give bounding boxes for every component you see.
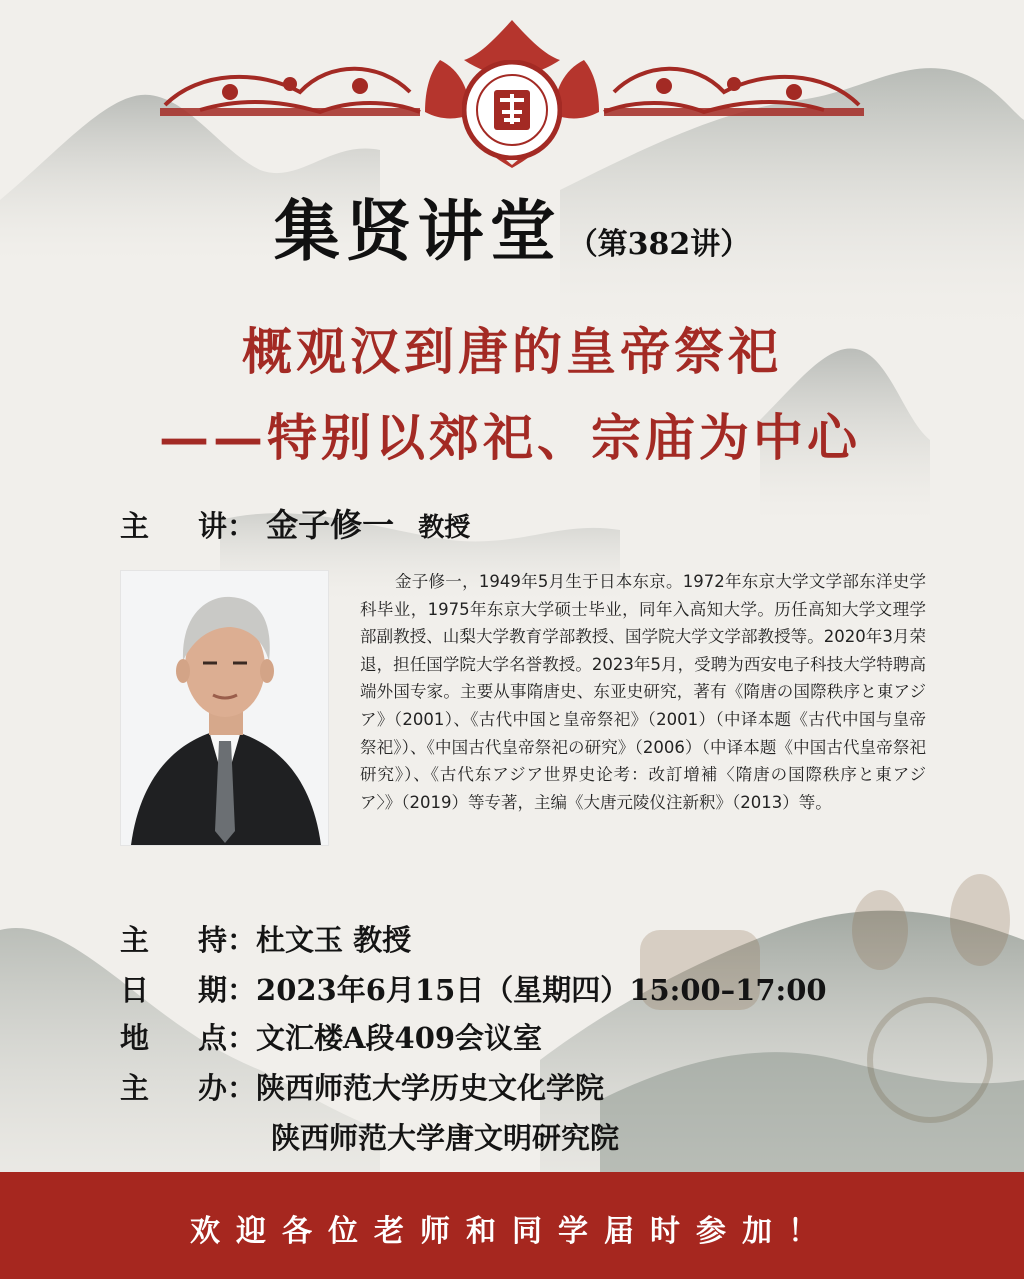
date-value: 2023年6月15日（星期四）15:00–17:00: [256, 973, 827, 1007]
topic-line-1: 概观汉到唐的皇帝祭祀: [242, 322, 782, 381]
footer-invitation: 欢迎各位老师和同学届时参加！: [190, 1214, 834, 1249]
venue-value: 文汇楼A段409会议室: [256, 1021, 543, 1055]
series-title: [0, 178, 1024, 273]
date-label-a: 日: [120, 973, 150, 1007]
speaker-title: 教授: [418, 513, 471, 543]
host-label-a: 主: [120, 923, 150, 957]
speaker-bio: 金子修一，1949年5月生于日本东京。1972年东京大学文学部东洋史学科毕业，1975年东京大学硕士毕业，同年入高知大学。历任高知大学文理学部副教授、山梨大学教育学部教授、国学院大学文学部教授等。2020年3月荣退，担任国学院大学名誉教授。2023年5月，受聘为西安电子科技大学特聘高端外国专家。主要从事隋唐史、东亚史研究，著有《隋唐の国際秩序と東アジア》（2001）、《古代中国と皇帝祭祀》（2001）（中译本题《古代中国与皇帝祭祀》）、《中国古代皇帝祭祀の研究》（2006）（中译本题《中国古代皇帝祭祀研究》）、《古代东アジア世界史论考：改訂增補〈隋唐の国際秩序と東アジア〉》（2019）等专著，主编《大唐元陵仪注新釈》（2013）等。: [360, 572, 926, 812]
host-value: 杜文玉 教授: [256, 923, 412, 957]
venue-row: [120, 1016, 542, 1057]
organizer-line-2: 陕西师范大学唐文明研究院: [271, 1121, 620, 1155]
series-issue: （第382讲）: [567, 227, 751, 262]
speaker-portrait-icon: [121, 571, 328, 845]
topic-line-2: ——特别以郊祀、宗庙为中心: [159, 408, 861, 467]
organizer-label-b: 办：: [198, 1071, 257, 1105]
organizer-label-a: 主: [120, 1071, 150, 1105]
series-name: 集贤讲堂: [273, 192, 562, 270]
speaker-row: [120, 500, 470, 546]
venue-label-b: 点：: [198, 1021, 257, 1055]
college-emblem: [462, 60, 562, 160]
date-row: [120, 968, 827, 1009]
host-label-b: 持：: [198, 923, 257, 957]
speaker-photo: [120, 570, 329, 846]
host-row: [120, 918, 411, 959]
emblem-seal-icon: [462, 60, 562, 160]
venue-label-a: 地: [120, 1021, 150, 1055]
speaker-label-b: 讲：: [198, 509, 257, 543]
date-label-b: 期：: [198, 973, 257, 1007]
speaker-label-a: 主: [120, 509, 150, 543]
speaker-name: 金子修一: [266, 506, 395, 544]
organizer-line-1: 陕西师范大学历史文化学院: [256, 1071, 605, 1105]
organizer-row: [120, 1066, 604, 1107]
